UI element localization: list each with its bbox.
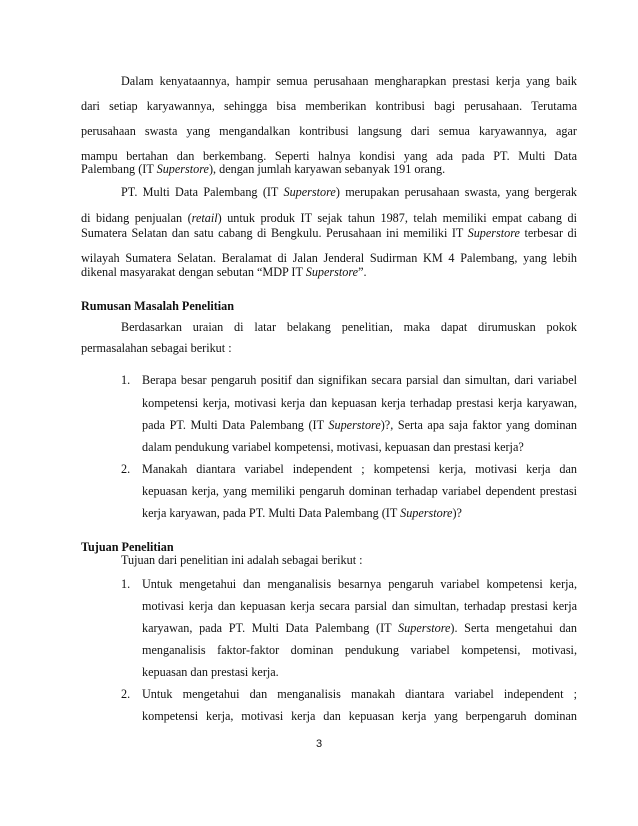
paragraph-line: dikenal masyarakat dengan sebutan “MDP IT Superstore”. (81, 265, 367, 279)
list-item-line: kompetensi kerja, motivasi kerja dan kepuasan kerja terhadap prestasi kerja karyawan, (142, 396, 577, 410)
list-item-line: Manakah diantara variabel independent ; kompetensi kerja, motivasi kerja dan (142, 462, 577, 476)
page-number: 3 (315, 738, 323, 750)
list-number: 2. (121, 462, 131, 476)
paragraph-line: di bidang penjualan (retail) untuk produk IT sejak tahun 1987, telah memiliki empat cabang di (81, 211, 577, 225)
paragraph-line: Dalam kenyataannya, hampir semua perusahaan mengharapkan prestasi kerja yang baik (121, 74, 577, 88)
section-heading-rumusan: Rumusan Masalah Penelitian (81, 299, 235, 313)
paragraph-line: mampu bertahan dan berkembang. Seperti halnya kondisi yang ada pada PT. Multi Data (81, 149, 577, 163)
list-item-line: kepuasan dan prestasi kerja. (142, 665, 279, 679)
paragraph-line: Sumatera Selatan dan satu cabang di Bengkulu. Perusahaan ini memiliki IT Superstore terbesar di (81, 226, 577, 240)
list-item-line: motivasi kerja dan kepuasan kerja secara parsial dan simultan, terhadap prestasi kerja (142, 599, 577, 613)
list-item-line: kepuasan kerja, yang memiliki pengaruh dominan terhadap variabel dependent prestasi (142, 484, 577, 498)
list-number: 2. (121, 687, 131, 701)
paragraph-line: dari setiap karyawannya, sehingga bisa memberikan kontribusi bagi perusahaan. Terutama (81, 99, 577, 113)
list-number: 1. (121, 373, 131, 387)
paragraph-line: Palembang (IT Superstore), dengan jumlah karyawan sebanyak 191 orang. (81, 162, 446, 176)
list-item-line: Untuk mengetahui dan menganalisis besarnya pengaruh variabel kompetensi kerja, (142, 577, 577, 591)
list-item-line: kerja karyawan, pada PT. Multi Data Palembang (IT Superstore)? (142, 506, 462, 520)
paragraph-line: wilayah Sumatera Selatan. Beralamat di Jalan Jenderal Sudirman KM 4 Palembang, yang lebih (81, 251, 577, 265)
list-item-line: kompetensi kerja, motivasi kerja dan kepuasan kerja yang berpengaruh dominan (142, 709, 577, 723)
list-number: 1. (121, 577, 131, 591)
section-heading-tujuan: Tujuan Penelitian (81, 540, 174, 554)
list-item-line: pada PT. Multi Data Palembang (IT Superstore)?, Serta apa saja faktor yang dominan (142, 418, 577, 432)
section-intro-line: Berdasarkan uraian di latar belakang penelitian, maka dapat dirumuskan pokok (121, 320, 577, 334)
section-intro-line: permasalahan sebagai berikut : (81, 341, 232, 355)
list-item-line: dalam pendukung variabel kompetensi, motivasi, kepuasan dan prestasi kerja? (142, 440, 524, 454)
section-intro-line: Tujuan dari penelitian ini adalah sebagai berikut : (121, 553, 363, 567)
list-item-line: menganalisis faktor-faktor dominan pendukung variabel kompetensi, motivasi, (142, 643, 577, 657)
list-item-line: karyawan, pada PT. Multi Data Palembang (IT Superstore). Serta mengetahui dan (142, 621, 577, 635)
list-item-line: Untuk mengetahui dan menganalisis manakah diantara variabel independent ; (142, 687, 577, 701)
paragraph-line: PT. Multi Data Palembang (IT Superstore) merupakan perusahaan swasta, yang bergerak (121, 185, 577, 199)
list-item-line: Berapa besar pengaruh positif dan signifikan secara parsial dan simultan, dari variabel (142, 373, 577, 387)
paragraph-line: perusahaan swasta yang mengandalkan kontribusi langsung dari semua karyawannya, agar (81, 124, 577, 138)
